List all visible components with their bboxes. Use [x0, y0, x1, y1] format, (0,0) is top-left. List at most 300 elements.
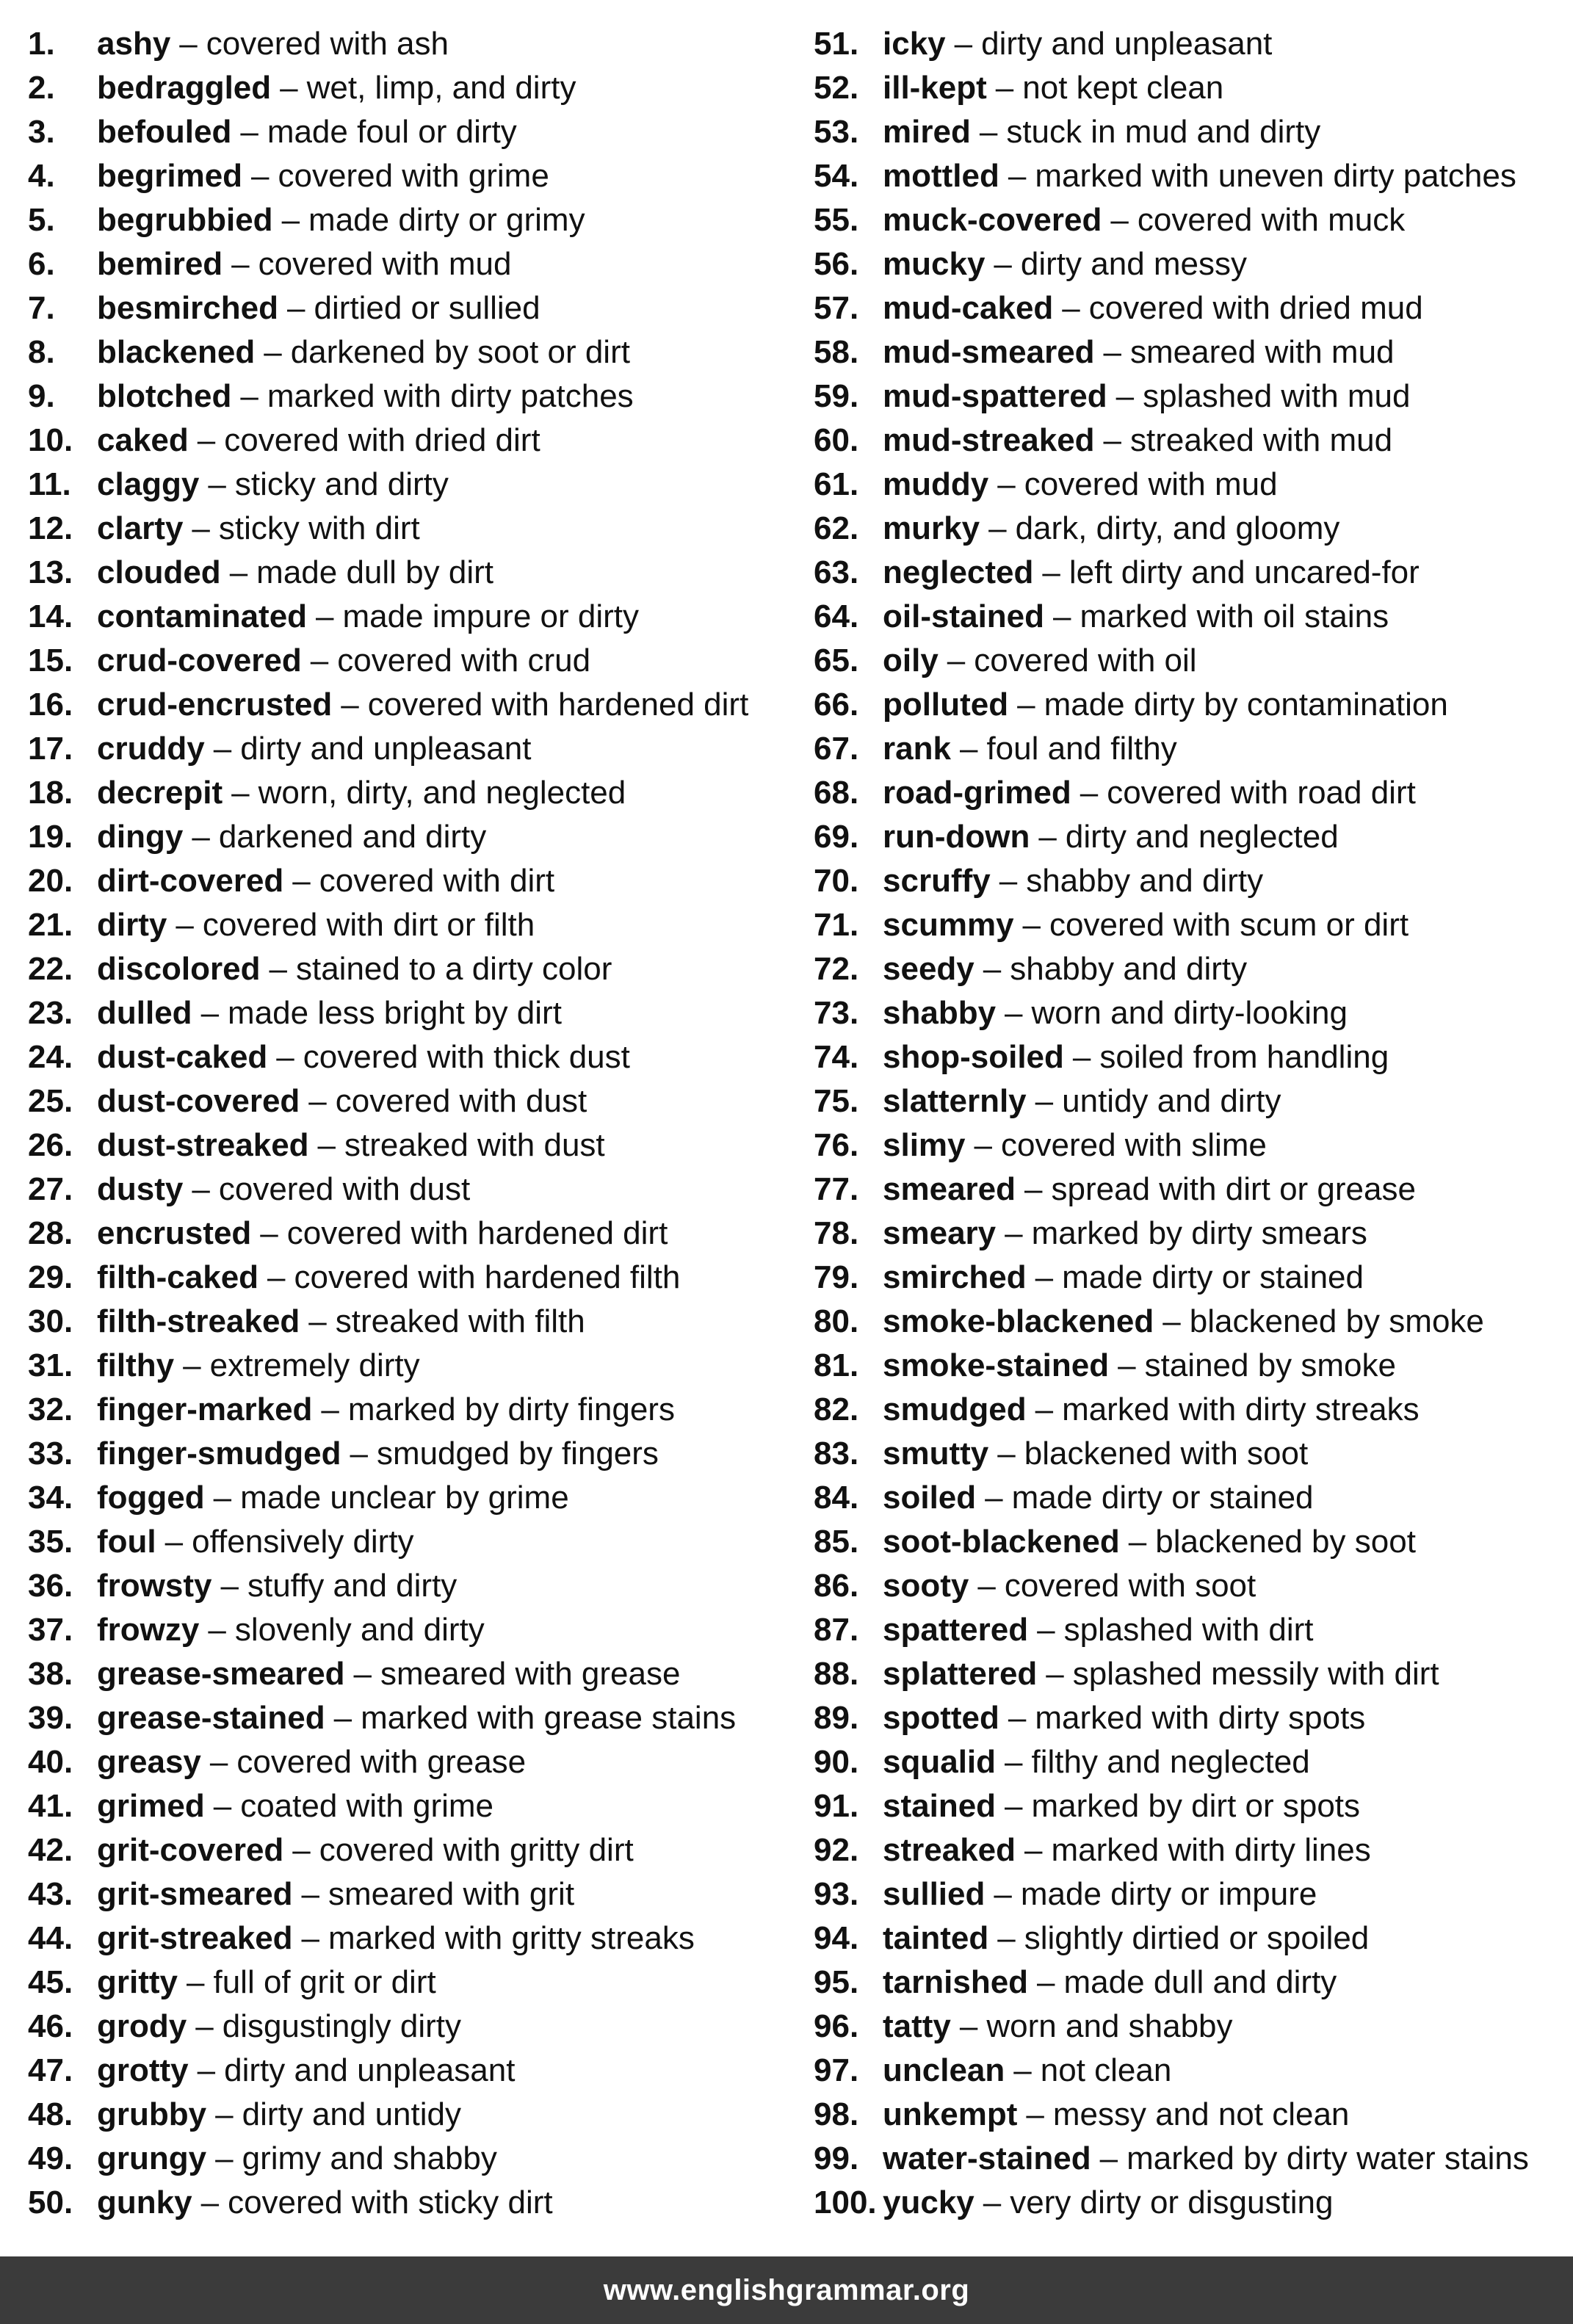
- item-separator: –: [1024, 1171, 1043, 1207]
- item-definition: left dirty and uncared-for: [1068, 554, 1420, 590]
- list-item: [814, 1079, 1563, 1123]
- item-separator: –: [301, 1876, 320, 1912]
- item-definition: dark, dirty, and gloomy: [1015, 510, 1340, 546]
- item-definition: dirty and unpleasant: [240, 731, 532, 767]
- item-definition: not clean: [1040, 2052, 1172, 2088]
- item-definition: made dirty or impure: [1020, 1876, 1317, 1912]
- item-separator: –: [209, 1744, 228, 1780]
- list-item: [28, 1300, 792, 1344]
- item-number: 17.: [28, 731, 73, 767]
- list-item: [814, 947, 1563, 991]
- item-number: 83.: [814, 1436, 859, 1471]
- item-number: 75.: [814, 1083, 859, 1119]
- item-separator: –: [997, 1436, 1016, 1471]
- item-separator: –: [1099, 2140, 1118, 2176]
- list-item: [28, 1168, 792, 1212]
- item-word: grubby: [97, 2096, 207, 2132]
- list-item: [814, 507, 1563, 551]
- item-number: 7.: [28, 290, 55, 326]
- item-definition: marked with dirty spots: [1035, 1700, 1366, 1736]
- item-word: run-down: [883, 819, 1030, 855]
- list-item: [28, 242, 792, 286]
- item-separator: –: [333, 1700, 352, 1736]
- item-separator: –: [316, 598, 334, 634]
- item-separator: –: [947, 642, 966, 678]
- list-item: [814, 991, 1563, 1035]
- item-word: smutty: [883, 1436, 989, 1471]
- item-number: 85.: [814, 1524, 859, 1560]
- list-item: [28, 374, 792, 419]
- item-word: claggy: [97, 466, 200, 502]
- item-separator: –: [1008, 158, 1027, 194]
- item-number: 57.: [814, 290, 859, 326]
- item-number: 23.: [28, 995, 73, 1031]
- item-number: 94.: [814, 1920, 859, 1956]
- item-number: 79.: [814, 1259, 859, 1295]
- item-definition: covered with mud: [258, 246, 512, 282]
- item-separator: –: [1162, 1303, 1181, 1339]
- item-separator: –: [1035, 1259, 1054, 1295]
- item-separator: –: [200, 995, 220, 1031]
- item-separator: –: [954, 26, 973, 62]
- item-number: 91.: [814, 1788, 859, 1824]
- list-item: [814, 374, 1563, 419]
- list-item: [28, 1212, 792, 1256]
- list-item: [814, 463, 1563, 507]
- list-item: [28, 639, 792, 683]
- item-definition: covered with dried dirt: [224, 422, 540, 458]
- list-item: [814, 1300, 1563, 1344]
- item-word: dirt-covered: [97, 863, 284, 899]
- item-definition: dirty and messy: [1020, 246, 1248, 282]
- item-separator: –: [341, 687, 359, 723]
- list-item: [28, 991, 792, 1035]
- item-separator: –: [994, 1876, 1012, 1912]
- list-item: [814, 1608, 1563, 1652]
- list-item: [28, 22, 792, 66]
- item-definition: messy and not clean: [1052, 2096, 1350, 2132]
- list-item: [28, 1696, 792, 1740]
- item-word: oil-stained: [883, 598, 1045, 634]
- list-item: [814, 771, 1563, 815]
- item-number: 37.: [28, 1612, 73, 1648]
- item-definition: shabby and dirty: [1010, 951, 1248, 987]
- item-word: greasy: [97, 1744, 201, 1780]
- item-definition: worn and shabby: [986, 2008, 1233, 2044]
- item-word: soiled: [883, 1480, 977, 1516]
- item-separator: –: [1038, 819, 1057, 855]
- item-number: 49.: [28, 2140, 73, 2176]
- item-word: fogged: [97, 1480, 205, 1516]
- item-definition: covered with grime: [278, 158, 549, 194]
- item-word: dulled: [97, 995, 192, 1031]
- item-word: cruddy: [97, 731, 205, 767]
- item-definition: made dirty or stained: [1011, 1480, 1314, 1516]
- item-word: grotty: [97, 2052, 189, 2088]
- item-separator: –: [1080, 775, 1099, 811]
- item-definition: blackened with soot: [1024, 1436, 1309, 1471]
- item-definition: covered with road dirt: [1107, 775, 1416, 811]
- item-definition: stuffy and dirty: [247, 1568, 458, 1604]
- item-number: 51.: [814, 26, 859, 62]
- item-word: grody: [97, 2008, 187, 2044]
- item-separator: –: [1053, 598, 1071, 634]
- item-separator: –: [213, 1480, 232, 1516]
- item-number: 47.: [28, 2052, 73, 2088]
- list-item: [814, 1740, 1563, 1784]
- item-word: filth-caked: [97, 1259, 259, 1295]
- item-separator: –: [959, 731, 978, 767]
- item-number: 35.: [28, 1524, 73, 1560]
- item-definition: marked by dirty smears: [1031, 1215, 1367, 1251]
- list-item: [814, 595, 1563, 639]
- item-separator: –: [1035, 1391, 1054, 1427]
- list-item: [814, 2093, 1563, 2137]
- list-item: [814, 1916, 1563, 1961]
- item-definition: blackened by smoke: [1189, 1303, 1484, 1339]
- item-word: mud-spattered: [883, 378, 1107, 414]
- list-item: [28, 815, 792, 859]
- list-item: [28, 330, 792, 374]
- item-word: discolored: [97, 951, 261, 987]
- item-word: mottled: [883, 158, 999, 194]
- list-item: [28, 1432, 792, 1476]
- item-number: 74.: [814, 1039, 859, 1075]
- item-word: mired: [883, 114, 971, 150]
- item-word: clouded: [97, 554, 221, 590]
- item-number: 88.: [814, 1656, 859, 1692]
- item-word: befouled: [97, 114, 232, 150]
- item-definition: made less bright by dirt: [228, 995, 562, 1031]
- item-number: 63.: [814, 554, 859, 590]
- item-separator: –: [974, 1127, 992, 1163]
- list-item: [814, 683, 1563, 727]
- item-separator: –: [215, 2140, 234, 2176]
- list-item: [28, 1564, 792, 1608]
- item-definition: covered with muck: [1137, 202, 1406, 238]
- item-word: crud-covered: [97, 642, 302, 678]
- item-number: 34.: [28, 1480, 73, 1516]
- item-separator: –: [213, 1788, 232, 1824]
- item-number: 43.: [28, 1876, 73, 1912]
- item-number: 86.: [814, 1568, 859, 1604]
- list-item: [28, 1784, 792, 1828]
- list-item: [814, 2181, 1563, 2225]
- list-item: [28, 1476, 792, 1520]
- item-definition: covered with grease: [236, 1744, 527, 1780]
- item-separator: –: [260, 1215, 278, 1251]
- item-definition: sticky with dirt: [218, 510, 420, 546]
- item-separator: –: [197, 2052, 216, 2088]
- item-separator: –: [176, 907, 194, 943]
- item-definition: slightly dirtied or spoiled: [1024, 1920, 1370, 1956]
- item-word: foul: [97, 1524, 156, 1560]
- item-word: squalid: [883, 1744, 997, 1780]
- item-number: 62.: [814, 510, 859, 546]
- item-separator: –: [1017, 687, 1035, 723]
- item-definition: covered with hardened dirt: [367, 687, 749, 723]
- item-separator: –: [977, 1568, 996, 1604]
- list-item: [814, 1388, 1563, 1432]
- item-separator: –: [1005, 1744, 1023, 1780]
- item-definition: shabby and dirty: [1026, 863, 1264, 899]
- list-item: [814, 859, 1563, 903]
- item-separator: –: [1005, 1215, 1023, 1251]
- item-definition: covered with dust: [335, 1083, 587, 1119]
- item-number: 6.: [28, 246, 55, 282]
- item-word: smeary: [883, 1215, 997, 1251]
- item-separator: –: [1022, 907, 1041, 943]
- item-definition: wet, limp, and dirty: [306, 70, 576, 106]
- item-separator: –: [1005, 1788, 1023, 1824]
- item-word: tarnished: [883, 1964, 1029, 2000]
- item-word: grit-smeared: [97, 1876, 293, 1912]
- item-number: 46.: [28, 2008, 73, 2044]
- item-separator: –: [353, 1656, 372, 1692]
- list-item: [814, 1520, 1563, 1564]
- item-definition: sticky and dirty: [234, 466, 449, 502]
- item-separator: –: [208, 466, 226, 502]
- list-item: [28, 551, 792, 595]
- item-number: 54.: [814, 158, 859, 194]
- item-definition: dirty and untidy: [242, 2096, 461, 2132]
- item-word: filthy: [97, 1347, 175, 1383]
- item-definition: splashed with dirt: [1063, 1612, 1314, 1648]
- item-word: neglected: [883, 554, 1034, 590]
- item-separator: –: [269, 951, 287, 987]
- list-item: [814, 2005, 1563, 2049]
- item-word: begrimed: [97, 158, 243, 194]
- item-separator: –: [213, 731, 232, 767]
- item-definition: dirty and neglected: [1065, 819, 1339, 855]
- item-separator: –: [286, 290, 305, 326]
- item-number: 13.: [28, 554, 73, 590]
- list-item: [28, 1123, 792, 1168]
- list-item: [814, 2049, 1563, 2093]
- item-word: blotched: [97, 378, 232, 414]
- item-definition: marked with uneven dirty patches: [1035, 158, 1516, 194]
- list-item: [28, 286, 792, 330]
- item-number: 59.: [814, 378, 859, 414]
- item-word: mucky: [883, 246, 986, 282]
- item-word: bemired: [97, 246, 223, 282]
- item-separator: –: [997, 1920, 1016, 1956]
- item-word: smoke-blackened: [883, 1303, 1154, 1339]
- item-number: 72.: [814, 951, 859, 987]
- item-definition: spread with dirt or grease: [1051, 1171, 1416, 1207]
- item-definition: covered with crud: [337, 642, 591, 678]
- item-separator: –: [192, 819, 210, 855]
- footer-website: www.englishgrammar.org: [603, 2273, 970, 2306]
- list-item: [28, 859, 792, 903]
- item-definition: offensively dirty: [192, 1524, 414, 1560]
- item-definition: full of grit or dirt: [213, 1964, 436, 2000]
- item-word: blackened: [97, 334, 256, 370]
- list-item: [814, 22, 1563, 66]
- item-separator: –: [1024, 1832, 1043, 1868]
- item-number: 77.: [814, 1171, 859, 1207]
- item-separator: –: [308, 1303, 327, 1339]
- item-definition: marked with grease stains: [361, 1700, 737, 1736]
- item-separator: –: [350, 1436, 368, 1471]
- item-number: 4.: [28, 158, 55, 194]
- item-number: 78.: [814, 1215, 859, 1251]
- item-number: 8.: [28, 334, 55, 370]
- item-definition: made dull by dirt: [256, 554, 493, 590]
- item-separator: –: [301, 1920, 320, 1956]
- item-definition: splashed with mud: [1143, 378, 1411, 414]
- item-number: 33.: [28, 1436, 73, 1471]
- item-word: grimed: [97, 1788, 205, 1824]
- list-item: [814, 1961, 1563, 2005]
- item-separator: –: [231, 775, 250, 811]
- item-definition: slovenly and dirty: [234, 1612, 485, 1648]
- item-number: 2.: [28, 70, 55, 106]
- item-separator: –: [1026, 2096, 1044, 2132]
- item-word: dingy: [97, 819, 184, 855]
- item-number: 89.: [814, 1700, 859, 1736]
- item-definition: covered with dust: [218, 1171, 471, 1207]
- item-number: 38.: [28, 1656, 73, 1692]
- item-number: 26.: [28, 1127, 73, 1163]
- item-word: murky: [883, 510, 980, 546]
- item-separator: –: [215, 2096, 234, 2132]
- item-definition: covered with dirt or filth: [202, 907, 535, 943]
- list-item: [28, 1872, 792, 1916]
- item-word: muddy: [883, 466, 989, 502]
- item-separator: –: [195, 2008, 214, 2044]
- list-item: [814, 110, 1563, 154]
- item-separator: –: [200, 2184, 220, 2220]
- list-item: [814, 815, 1563, 859]
- item-word: smirched: [883, 1259, 1027, 1295]
- item-definition: marked with dirty lines: [1051, 1832, 1371, 1868]
- item-definition: soiled from handling: [1099, 1039, 1389, 1075]
- list-item: [814, 903, 1563, 947]
- item-separator: –: [308, 1083, 327, 1119]
- item-definition: made dirty by contamination: [1044, 687, 1448, 723]
- list-item: [814, 242, 1563, 286]
- item-definition: covered with scum or dirt: [1049, 907, 1409, 943]
- item-word: finger-marked: [97, 1391, 313, 1427]
- list-item: [28, 771, 792, 815]
- item-number: 50.: [28, 2184, 73, 2220]
- item-separator: –: [1037, 1964, 1055, 2000]
- item-word: smeared: [883, 1171, 1016, 1207]
- item-separator: –: [983, 951, 1002, 987]
- item-word: shop-soiled: [883, 1039, 1064, 1075]
- item-definition: filthy and neglected: [1031, 1744, 1310, 1780]
- item-number: 96.: [814, 2008, 859, 2044]
- item-definition: streaked with mud: [1130, 422, 1393, 458]
- item-number: 87.: [814, 1612, 859, 1648]
- item-number: 64.: [814, 598, 859, 634]
- item-word: sooty: [883, 1568, 969, 1604]
- item-definition: marked by dirty fingers: [347, 1391, 675, 1427]
- list-item: [28, 595, 792, 639]
- item-definition: marked with dirty streaks: [1062, 1391, 1420, 1427]
- item-definition: dirty and unpleasant: [224, 2052, 516, 2088]
- item-number: 14.: [28, 598, 73, 634]
- list-item: [814, 1168, 1563, 1212]
- list-item: [814, 1256, 1563, 1300]
- item-definition: not kept clean: [1022, 70, 1224, 106]
- item-word: grungy: [97, 2140, 207, 2176]
- list-item: [28, 1388, 792, 1432]
- item-number: 41.: [28, 1788, 73, 1824]
- list-item: [28, 110, 792, 154]
- item-number: 3.: [28, 114, 55, 150]
- footer-banner: [0, 2256, 1573, 2324]
- item-definition: disgustingly dirty: [222, 2008, 461, 2044]
- word-list-right-column: [814, 22, 1563, 2225]
- item-word: frowsty: [97, 1568, 212, 1604]
- item-definition: worn, dirty, and neglected: [258, 775, 626, 811]
- item-word: begrubbied: [97, 202, 273, 238]
- item-number: 1.: [28, 26, 55, 62]
- item-number: 61.: [814, 466, 859, 502]
- item-separator: –: [1103, 334, 1122, 370]
- item-word: rank: [883, 731, 951, 767]
- item-number: 99.: [814, 2140, 859, 2176]
- item-separator: –: [1013, 2052, 1032, 2088]
- item-number: 9.: [28, 378, 55, 414]
- item-definition: made dull and dirty: [1063, 1964, 1337, 2000]
- item-number: 76.: [814, 1127, 859, 1163]
- list-item: [814, 551, 1563, 595]
- item-definition: dirty and unpleasant: [981, 26, 1273, 62]
- item-definition: covered with mud: [1024, 466, 1278, 502]
- list-item: [814, 1432, 1563, 1476]
- item-word: soot-blackened: [883, 1524, 1120, 1560]
- list-item: [28, 2093, 792, 2137]
- item-definition: stained to a dirty color: [295, 951, 612, 987]
- item-definition: covered with ash: [206, 26, 449, 62]
- item-number: 82.: [814, 1391, 859, 1427]
- item-number: 70.: [814, 863, 859, 899]
- item-number: 20.: [28, 863, 73, 899]
- item-number: 30.: [28, 1303, 73, 1339]
- item-definition: smudged by fingers: [376, 1436, 659, 1471]
- item-word: polluted: [883, 687, 1009, 723]
- item-word: scruffy: [883, 863, 991, 899]
- item-definition: covered with thick dust: [303, 1039, 630, 1075]
- item-separator: –: [240, 114, 258, 150]
- item-separator: –: [292, 1832, 311, 1868]
- item-word: caked: [97, 422, 189, 458]
- item-separator: –: [164, 1524, 184, 1560]
- item-word: dust-caked: [97, 1039, 268, 1075]
- item-separator: –: [317, 1127, 336, 1163]
- list-item: [28, 154, 792, 198]
- item-separator: –: [240, 378, 258, 414]
- item-separator: –: [264, 334, 282, 370]
- list-item: [28, 2049, 792, 2093]
- list-item: [28, 2137, 792, 2181]
- item-number: 97.: [814, 2052, 859, 2088]
- item-number: 28.: [28, 1215, 73, 1251]
- item-word: ashy: [97, 26, 171, 62]
- item-number: 48.: [28, 2096, 73, 2132]
- list-item: [814, 419, 1563, 463]
- list-item: [28, 463, 792, 507]
- item-word: splattered: [883, 1656, 1038, 1692]
- item-separator: –: [1005, 995, 1023, 1031]
- item-definition: stained by smoke: [1144, 1347, 1396, 1383]
- item-number: 68.: [814, 775, 859, 811]
- item-word: grit-covered: [97, 1832, 284, 1868]
- item-definition: grimy and shabby: [242, 2140, 497, 2176]
